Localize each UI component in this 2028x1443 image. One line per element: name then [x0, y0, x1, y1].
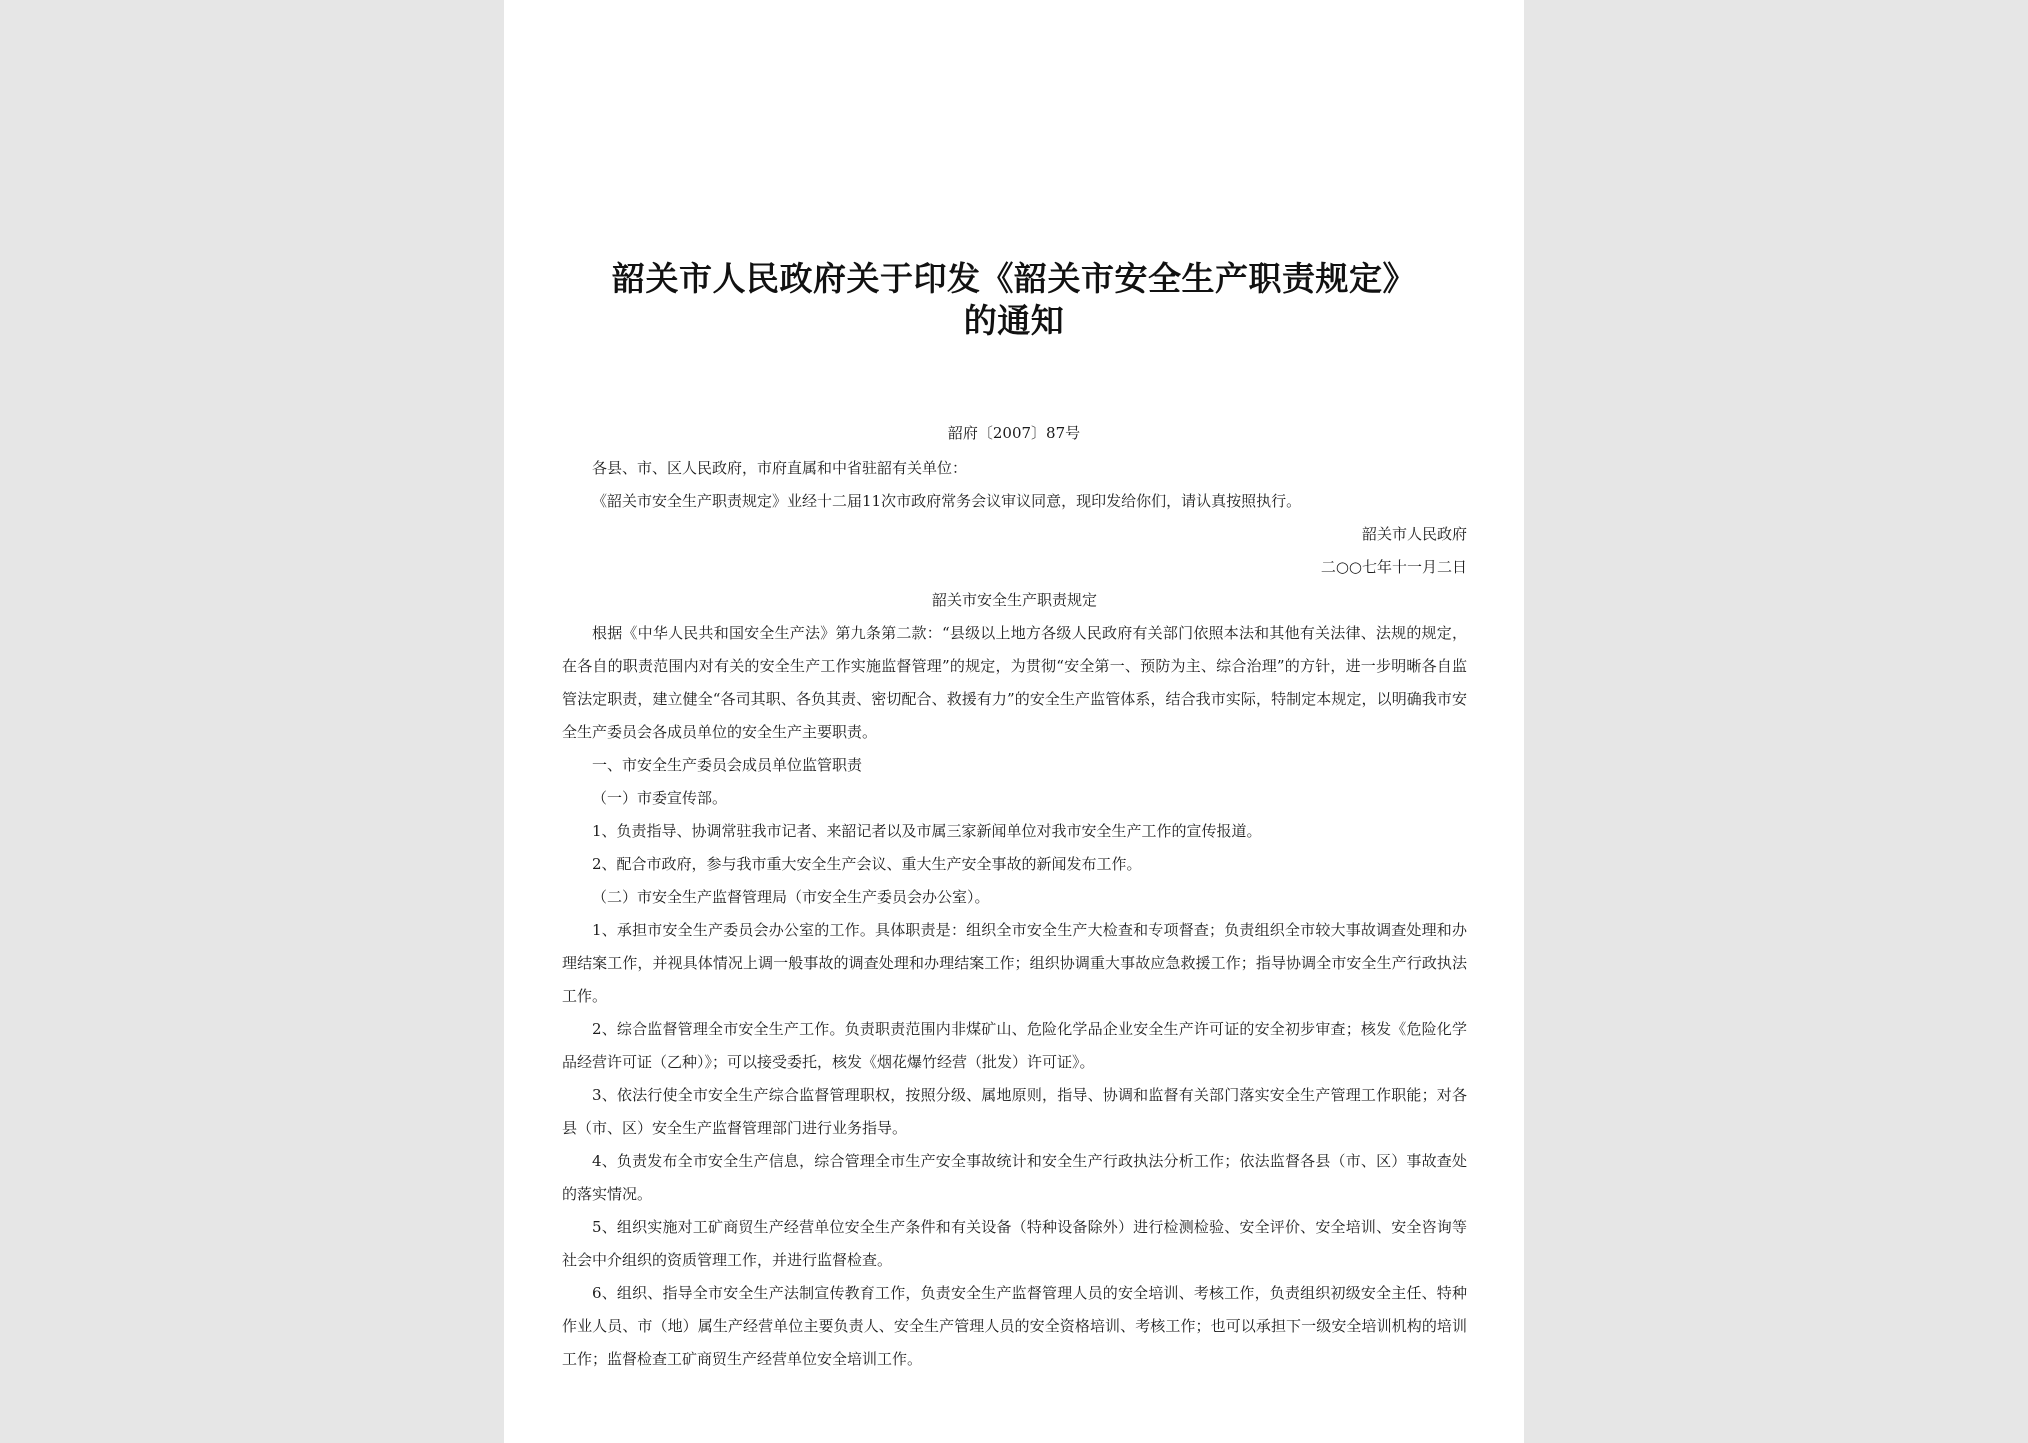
intro-paragraph: 《韶关市安全生产职责规定》业经十二届11次市政府常务会议审议同意，现印发给你们，请认真按照执行。: [592, 492, 1302, 510]
document-number: 韶府〔2007〕87号: [947, 424, 1081, 442]
list-item: 3、依法行使全市安全生产综合监督管理职权，按照分级、属地原则，指导、协调和监督有关部门落实安全生产管理工作职能；对各县（市、区）安全生产监督管理部门进行业务指导。: [562, 1086, 1467, 1137]
preamble-paragraph: 根据《中华人民共和国安全生产法》第九条第二款：“县级以上地方各级人民政府有关部门依照本法和其他有关法律、法规的规定，在各自的职责范围内对有关的安全生产工作实施监督管理”的规定，为贯彻“安全第一、预防为主、综合治理”的方针，进一步明晰各自监管法定职责，建立健全“各司其职、各负其责、密切配合、救援有力”的安全生产监管体系，结合我市实际，特制定本规定，以明确我市安全生产委员会各成员单位的安全生产主要职责。: [562, 624, 1467, 741]
addressee: 各县、市、区人民政府，市府直属和中省驻韶有关单位：: [592, 459, 968, 477]
list-item: 1、承担市安全生产委员会办公室的工作。具体职责是：组织全市安全生产大检查和专项督查；负责组织全市较大事故调查处理和办理结案工作，并视具体情况上调一般事故的调查处理和办理结案工作；组织协调重大事故应急救援工作；指导协调全市安全生产行政执法工作。: [562, 921, 1467, 1005]
section-heading: 一、市安全生产委员会成员单位监管职责: [592, 756, 863, 774]
list-item: 6、组织、指导全市安全生产法制宣传教育工作，负责安全生产监督管理人员的安全培训、考核工作，负责组织初级安全主任、特种作业人员、市（地）属生产经营单位主要负责人、安全生产管理人员的安全资格培训、考核工作；也可以承担下一级安全培训机构的培训工作；监督检查工矿商贸生产经营单位安全培训工作。: [562, 1284, 1467, 1368]
page-title: 韶关市人民政府关于印发《韶关市安全生产职责规定》的通知: [612, 259, 1416, 340]
list-item: 2、配合市政府，参与我市重大安全生产会议、重大生产安全事故的新闻发布工作。: [592, 855, 1142, 873]
document-page: [504, 0, 1524, 1443]
list-item: 5、组织实施对工矿商贸生产经营单位安全生产条件和有关设备（特种设备除外）进行检测检验、安全评价、安全培训、安全咨询等社会中介组织的资质管理工作，并进行监督检查。: [562, 1218, 1467, 1269]
subsection-heading: （二）市安全生产监督管理局（市安全生产委员会办公室）。: [592, 888, 990, 906]
regulation-title: 韶关市安全生产职责规定: [931, 591, 1097, 609]
issue-date: 二○○七年十一月二日: [1320, 558, 1467, 576]
list-item: 1、负责指导、协调常驻我市记者、来韶记者以及市属三家新闻单位对我市安全生产工作的宣传报道。: [592, 822, 1262, 840]
issuer: 韶关市人民政府: [1361, 525, 1467, 543]
subsection-heading: （一）市委宣传部。: [592, 789, 728, 807]
list-item: 2、综合监督管理全市安全生产工作。负责职责范围内非煤矿山、危险化学品企业安全生产许可证的安全初步审查；核发《危险化学品经营许可证（乙种）》；可以接受委托，核发《烟花爆竹经营（批发）许可证》。: [562, 1020, 1467, 1071]
list-item: 4、负责发布全市安全生产信息，综合管理全市生产安全事故统计和安全生产行政执法分析工作；依法监督各县（市、区）事故查处的落实情况。: [562, 1152, 1467, 1203]
